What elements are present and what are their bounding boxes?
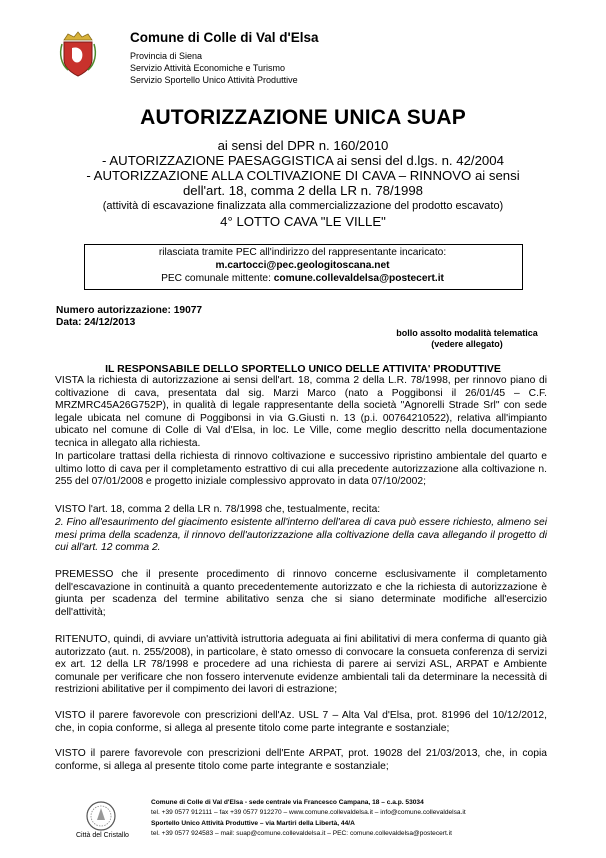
activity-description: (attività di escavazione finalizzata alla commercializzazione del prodotto escavato) [102,200,504,212]
footer-address: Comune di Colle di Val d'Elsa - sede centrale via Francesco Campana, 18 – c.a.p. 53034 [151,799,424,806]
quoted-law-text: 2. Fino all'esaurimento del giacimento esistente all'interno dell'area di cava può essere richiesto, almeno sei mesi prima della scadenza, il rinnovo dell'autorizzazione alla coltivazione della cava allegando il progetto di cui all'art. 12 comma 2. [55,517,547,554]
paragraph-particolare: In particolare trattasi della richiesta di rinnovo coltivazione e successivo ripristino ambientale del quarto e ultimo lotto di cava per il completamento estrattivo di cui alla precedente autorizzazione alla coltivazione n. 255 del 07/01/2008 e progetto iniziale complessivo approvato in data 07/10/2002; [55,451,547,488]
province-line: Provincia di Siena [130,51,203,61]
document-title: AUTORIZZAZIONE UNICA SUAP [140,106,466,129]
quarry-law-line: dell'art. 18, comma 2 della LR n. 78/1998 [182,183,424,198]
authorization-date: Data: 24/12/2013 [56,317,136,328]
municipality-name: Comune di Colle di Val d'Elsa [130,30,319,45]
authorization-number: Numero autorizzazione: 19077 [56,305,203,316]
legal-basis-line: ai sensi del DPR n. 160/2010 [217,138,389,153]
service-line-economic: Servizio Attività Economiche e Turismo [130,63,286,73]
pec-sender-label: PEC comunale mittente: [161,273,274,284]
section-title: IL RESPONSABILE DELLO SPORTELLO UNICO DELLE ATTIVITA' PRODUTTIVE [105,363,501,375]
footer-contacts: tel. +39 0577 912111 – fax +39 0577 912270 – www.comune.collevaldelsa.it – info@comune.collevaldelsa.it [151,809,466,816]
footer-suap-contacts: tel. +39 0577 924583 – mail: suap@comune.collevaldelsa.it – PEC: comune.collevaldelsa@postecert.it [151,830,452,837]
footer-suap-address: Sportello Unico Attività Produttive – via Martiri della Libertà, 44/A [151,820,355,827]
quarry-auth-line: - AUTORIZZAZIONE ALLA COLTIVAZIONE DI CAVA – RINNOVO ai sensi [86,168,520,183]
city-of-crystal-logo-icon [85,800,117,832]
paragraph-visto-usl: VISTO il parere favorevole con prescrizioni dell'Az. USL 7 – Alta Val d'Elsa, prot. 81996 del 10/12/2012, che, in copia conforme, si allega al presente titolo come parte integrante e sostanziale; [55,710,547,734]
paragraph-visto-arpat: VISTO il parere favorevole con prescrizioni dell'Ente ARPAT, prot. 19028 del 21/03/2013, che, in copia conforme, si allega al presente titolo come parte integrante e sostanziale; [55,748,547,772]
footer-city-label: Città del Cristallo [76,832,129,839]
stamp-duty-attachment: (vedere allegato) [431,339,503,349]
pec-recipient-email[interactable]: m.cartocci@pec.geologitoscana.net [215,260,390,271]
pec-sender-email[interactable]: comune.collevaldelsa@postecert.it [273,273,444,284]
paragraph-vista: VISTA la richiesta di autorizzazione ai sensi dell'art. 18, comma 2 della L.R. 78/1998, per rinnovo piano di coltivazione di cava, presentata dal sig. Marzi Marco (nato a Poggibonsi il 26/01/45 – C.F. MRZMRC45A26G752P), in qualità di legale rappresentante della società "Agnorelli Strade Srl" con sede legale ubicata nel comune di Poggibonsi in via G.Giusti n. 13 (p.i. 00764210522), relativa all'impianto ubicato nel comune di Colle di Val d'Elsa, in loc. Le Ville, come meglio descritto nella documentazione tecnica in allegato alla richiesta. [55,375,547,449]
paragraph-visto-art18: VISTO l'art. 18, comma 2 della LR n. 78/1998 che, testualmente, recita: [55,504,381,515]
pec-intro: rilasciata tramite PEC all'indirizzo del rappresentante incaricato: [158,247,447,258]
service-line-suap: Servizio Sportello Unico Attività Produttive [130,75,298,85]
landscape-auth-line: - AUTORIZZAZIONE PAESAGGISTICA ai sensi del d.lgs. n. 42/2004 [102,153,504,168]
pec-sender-line [84,273,521,284]
paragraph-quote [55,517,547,555]
stamp-duty-note: bollo assolto modalità telematica [396,328,538,338]
quarry-lot-line: 4° LOTTO CAVA "LE VILLE" [220,214,386,229]
paragraph-premesso: PREMESSO che il presente procedimento di rinnovo concerne esclusivamente il completamento dell'escavazione in continuità a quanto precedentemente autorizzato e che la richiesta di autorizzazione è giunta per scadenza del termine abilitativo senza che si siano determinate modifiche all'esercizio dell'attività; [55,569,547,618]
paragraph-ritenuto: RITENUTO, quindi, di avviare un'attività istruttoria adeguata ai fini abilitativi di mera conferma di quanto già autorizzato (aut. n. 255/2008), in particolare, è stato omesso di convocare la consueta conferenza di servizi ex art. 12 della LR 78/1998 e procedere ad una richiesta di parere ai servizi ASL, ARPAT e Ambiente comunale per verificare che non fossero intervenute evidenze ambientali tali da determinare la necessità di restrizioni abilitative per il compimento dei lavori di estrazione; [55,634,547,696]
municipal-crest-icon [58,30,98,78]
